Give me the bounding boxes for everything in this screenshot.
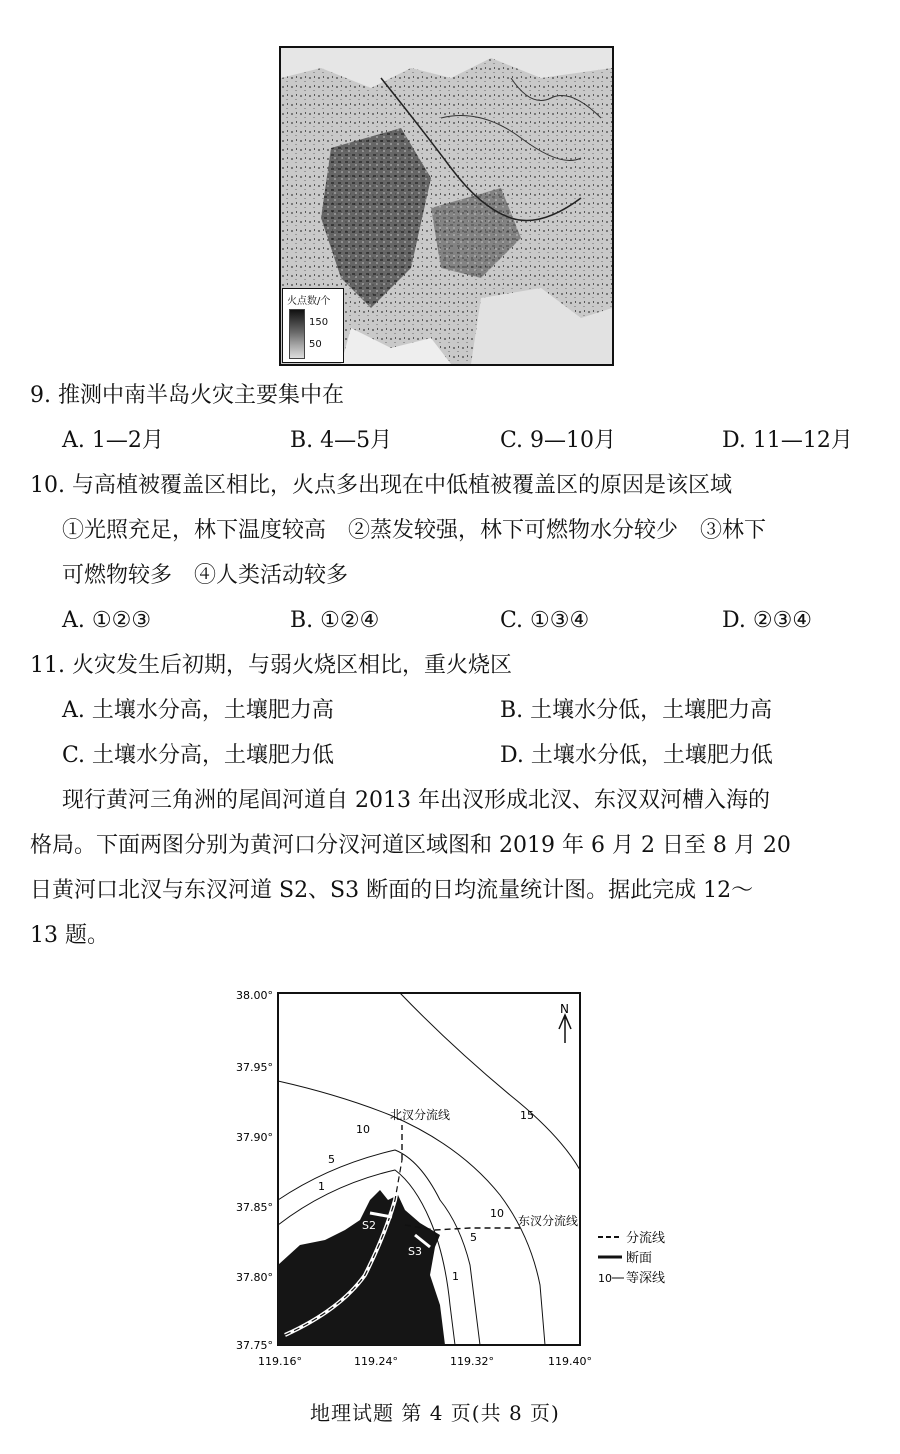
lat-label: 37.85° xyxy=(236,1201,273,1214)
yellow-river-mouth-map xyxy=(230,985,710,1380)
contour-label: 10 xyxy=(490,1207,504,1220)
q11-option-a: A. 土壤水分高，土壤肥力高 xyxy=(62,698,334,723)
q10-choices-line2: 可燃物较多 ④人类活动较多 xyxy=(62,563,349,588)
passage-line4: 13 题。 xyxy=(30,923,109,948)
q11-stem: 11. 火灾发生后初期，与弱火烧区相比，重火烧区 xyxy=(30,653,512,678)
legend-isobath-value: 10 xyxy=(598,1272,612,1285)
lat-label: 37.80° xyxy=(236,1271,273,1284)
lat-label: 37.90° xyxy=(236,1131,273,1144)
lon-label: 119.32° xyxy=(450,1355,494,1368)
legend-section: 断面 xyxy=(626,1251,653,1266)
q11-option-d: D. 土壤水分低，土壤肥力低 xyxy=(500,743,773,768)
contour-label: 1 xyxy=(452,1270,459,1283)
passage-line3: 日黄河口北汊与东汊河道 S2、S3 断面的日均流量统计图。据此完成 12～ xyxy=(30,878,754,903)
q10-option-a: A. ①②③ xyxy=(62,608,152,633)
contour-label: 1 xyxy=(318,1180,325,1193)
legend-gradient-bar xyxy=(289,309,305,359)
q9-stem: 9. 推测中南半岛火灾主要集中在 xyxy=(30,383,344,408)
map-legend xyxy=(598,1230,665,1286)
contour-label: 5 xyxy=(328,1153,335,1166)
page-footer: 地理试题 第 4 页(共 8 页) xyxy=(310,1401,560,1425)
s3-label: S3 xyxy=(408,1245,422,1258)
q10-option-d: D. ②③④ xyxy=(722,608,813,633)
s2-label: S2 xyxy=(362,1219,376,1232)
q11-option-c: C. 土壤水分高，土壤肥力低 xyxy=(62,743,335,768)
q9-option-b: B. 4—5月 xyxy=(290,428,393,453)
lat-label: 37.95° xyxy=(236,1061,273,1074)
north-label: N xyxy=(560,1002,569,1016)
lon-label: 119.16° xyxy=(258,1355,302,1368)
lat-label: 37.75° xyxy=(236,1339,273,1352)
lon-label: 119.40° xyxy=(548,1355,592,1368)
q9-option-d: D. 11—12月 xyxy=(722,428,853,453)
contour-label: 15 xyxy=(520,1109,534,1122)
lat-label: 38.00° xyxy=(236,989,273,1002)
contour-label: 5 xyxy=(470,1231,477,1244)
east-branch-line-label: 东汊分流线 xyxy=(518,1214,579,1228)
q10-option-b: B. ①②④ xyxy=(290,608,380,633)
legend-title: 火点数/个 xyxy=(287,296,331,307)
legend-low-value: 50 xyxy=(309,339,322,350)
q11-option-b: B. 土壤水分低，土壤肥力高 xyxy=(500,698,773,723)
q9-option-c: C. 9—10月 xyxy=(500,428,617,453)
lon-label: 119.24° xyxy=(354,1355,398,1368)
q10-stem: 10. 与高植被覆盖区相比，火点多出现在中低植被覆盖区的原因是该区域 xyxy=(30,473,732,498)
legend-isobath: 等深线 xyxy=(626,1271,666,1286)
passage-line2: 格局。下面两图分别为黄河口分汊河道区域图和 2019 年 6 月 2 日至 8 月 20 xyxy=(30,833,791,858)
legend-high-value: 150 xyxy=(309,317,329,328)
legend-split-line: 分流线 xyxy=(626,1231,666,1246)
north-branch-line-label: 北汊分流线 xyxy=(390,1108,451,1122)
q9-option-a: A. 1—2月 xyxy=(62,428,164,453)
passage-line1: 现行黄河三角洲的尾闾河道自 2013 年出汊形成北汊、东汊双河槽入海的 xyxy=(62,788,770,813)
q10-choices-line1: ①光照充足，林下温度较高 ②蒸发较强，林下可燃物水分较少 ③林下 xyxy=(62,518,767,543)
contour-label: 10 xyxy=(356,1123,370,1136)
q10-option-c: C. ①③④ xyxy=(500,608,590,633)
fire-map-legend xyxy=(282,288,344,363)
